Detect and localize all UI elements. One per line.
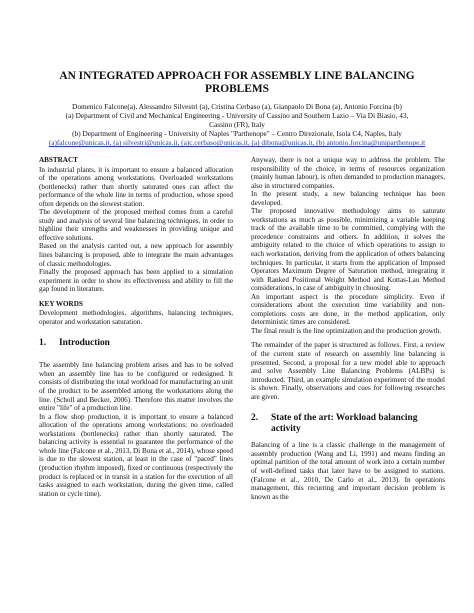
affiliation-a: (a) Department of Civil and Mechanical Engineering - University of Cassino and Southern Lazio – Via Di Biasio, 43,	[65, 111, 409, 121]
keywords-text: Development methodologies, algorithms, balancing techniques, operator and workstation saturation.	[39, 309, 233, 326]
left-column	[39, 156, 233, 498]
abstract-paragraph: Finally the proposed approach has been applied to a simulation experiment in order to show its effectiveness and ability to fill the gap found in literature.	[39, 268, 233, 294]
affiliation-a-city: Cassino (FR), Italy	[209, 120, 265, 130]
abstract-heading: ABSTRACT	[39, 156, 78, 164]
body-paragraph: In a flow shop production, it is important to ensure a balanced allocation of the operations among workstations: no overloaded workstations (bottlenecks) rather than shortly saturated. The balancing activity is essential to guarantee the performance of the whole line (Falcone et al., 2013, Di Bona et al., 2014), whose speed is due to the slowest station, at least in the case of "paced" lines (production rhythm imposed), fixed or continuous (respectively the product is replaced or in transit in a station for the execution of all tasks assigned to each workstation, during the given time, called station or cycle time).	[39, 412, 233, 498]
abstract-paragraph: Based on the analysis carried out, a new approach for assembly lines balancing is proposed, able to integrate the main advantages of classic methodologies.	[39, 242, 233, 268]
section-number: 2.	[251, 413, 259, 424]
body-paragraph: In the present study, a new balancing technique has been developed.	[251, 190, 445, 207]
section-heading-introduction	[39, 338, 233, 349]
section-heading-state-of-the-art	[251, 413, 445, 435]
abstract-paragraph: The development of the proposed method comes from a careful study and analysis of several line balancing techniques, in order to highline their strengths and weaknesses in providing unique and effective solutions.	[39, 208, 233, 242]
author-emails[interactable]: (a)falcone@unicas.it, (a) silvestri@unicas.it, (a)c.cerbaso@unicas.it, (a) dibona@unicas.it, (b) antonio.forcina@uniparthenope.it	[48, 138, 426, 148]
body-paragraph: Anyway, there is not a unique way to address the problem. The responsibility of the choice, in terms of resources organization (mainly human labour), is often demanded to production managers, also in structured companies.	[251, 156, 445, 190]
author-names: Domenico Falcone(a), Alessandro Silvestri (a), Cristina Cerbaso (a), Gianpaolo Di Bona (a), Antonio Forcina (b)	[72, 102, 402, 111]
body-paragraph: The final result is the line optimization and the production growth.	[251, 326, 442, 335]
body-paragraph: The proposed innovative methodology aims to saturate workstations as much as possible, minimizing a variable keeping track of the available time to be committed, complying with the precedence constraints and others. In addition, it solves the ambiguity related to the choice of which operations to assign to each workstation, deriving from the application of others balancing techniques. In particular, it starts from the application of Imposed Operators Maximum Degree of Saturation method, integrating it with Ranked Positional Weight Method and Kottas-Lau Method considerations, in case of ambiguity in choosing.	[251, 207, 445, 293]
body-paragraph: An important aspect is the procedure simplicity. Even if considerations about the execution time variability and non-completions costs are done, in the method application, only deterministic times are considered.	[251, 292, 445, 327]
section-title: State of the art: Workload balancing activity	[271, 413, 418, 435]
keywords-heading: KEY WORDS	[39, 299, 83, 308]
body-paragraph: Balancing of a line is a classic challenge in the management of assembly production (Wang and Li, 1991) and means finding an optimal partition of the total amount of work into a certain number of well-defined tasks that later have to be assigned to stations. (Falcone et al., 2010, De Carlo et al., 2013). In operations management, this recurring and important decision problem is known as the	[251, 441, 445, 501]
author-block	[30, 102, 444, 147]
affiliation-b: (b) Department of Engineering - University of Naples "Parthenope" – Centro Direzionale, Isola C4, Naples, Italy	[72, 129, 402, 139]
abstract-paragraph: In industrial plants, it is important to ensure a balanced allocation of the operations among workstations. Overloaded workstations (bottlenecks) rather than shortly saturated ones can affect the performance of the whole line in terms of production, whose speed often depends on the slowest station.	[39, 165, 233, 208]
right-column	[251, 156, 445, 501]
body-paragraph: The remainder of the paper is structured as follows. First, a review of the current state of research on assembly line balancing is presented. Second, a proposal for a new model able to approach and solve Assembly Line Balancing Problems (ALBPs) is introducted. Third, an example simulation experiment of the model is shown. Finally, observations and cues for following researches are given.	[251, 341, 445, 401]
section-title: Introduction	[59, 338, 110, 349]
body-paragraph: The assembly line balancing problem arises and has to be solved when an assembly line has to be configured or redesigned. It consists of distributing the total workload for manufacturing an unit of the product to be assembled among the workstations along the line. (Scholl and Becker, 2006). Therefore this matter involves the entire "life" of a production line.	[39, 361, 233, 413]
paper-title: AN INTEGRATED APPROACH FOR ASSEMBLY LINE BALANCING PROBLEMS	[59, 70, 415, 95]
section-number: 1.	[39, 338, 47, 349]
